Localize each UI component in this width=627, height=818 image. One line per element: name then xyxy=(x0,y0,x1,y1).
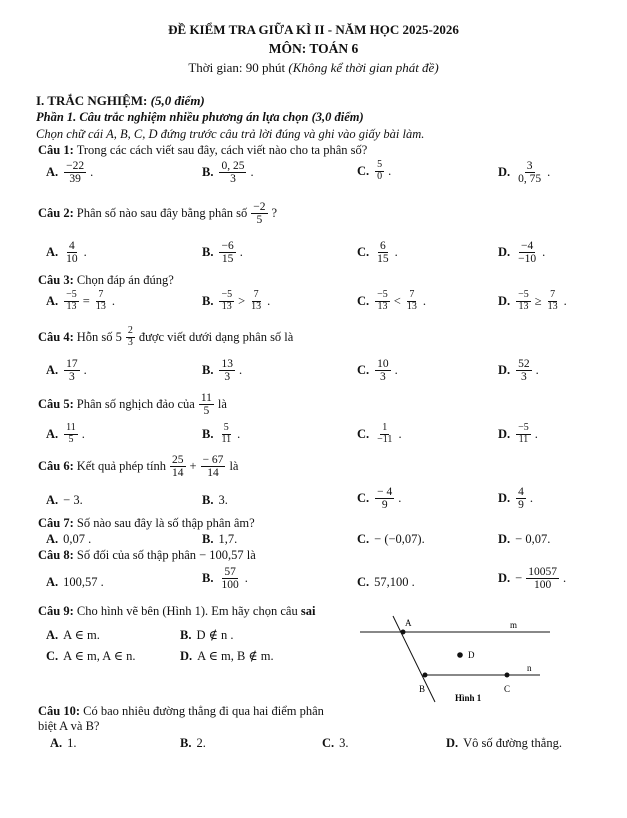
option-label: A. xyxy=(46,363,59,378)
point-a-dot xyxy=(401,630,406,635)
q5-option-a: A. $\frac{11}{5}$ . xyxy=(46,422,85,445)
option-label: D. xyxy=(498,293,511,308)
q6-option-c: C. $\frac{- 4}{9}$ . xyxy=(357,486,402,512)
denominator: 5 xyxy=(68,433,74,445)
question-8 xyxy=(38,548,256,563)
q9-text: Cho hình vẽ bên (Hình 1). Em hãy chọn câu xyxy=(76,604,301,618)
option-label: D. xyxy=(446,736,459,750)
minus-sign: − xyxy=(515,571,523,586)
q6-option-a xyxy=(46,493,83,508)
exam-time xyxy=(0,60,627,76)
q9-option-b xyxy=(180,627,234,643)
numerator: 7 xyxy=(550,289,556,300)
denominator: 3 xyxy=(224,371,231,384)
numerator: 25 xyxy=(172,454,184,466)
option-value: 1. xyxy=(67,736,77,750)
q10-number: Câu 10: xyxy=(38,704,81,718)
option-label: D. xyxy=(498,491,511,506)
q4-option-a: A. $\frac{17}{3}$ . xyxy=(46,358,87,384)
operator: ≥ xyxy=(534,293,542,308)
q6-option-b xyxy=(202,493,228,508)
figure-1-diagram xyxy=(355,612,555,712)
option-label: C. xyxy=(357,245,370,260)
q7-option-b xyxy=(202,532,237,547)
denominator: 14 xyxy=(172,467,184,480)
q5-option-d: D. $\frac{-5}{11}$ . xyxy=(498,422,538,445)
question-7 xyxy=(38,516,255,531)
q1-option-a: A. $\frac{-22}{39}$ . xyxy=(46,160,94,186)
q5-option-b: B. $\frac{5}{11}$ . xyxy=(202,422,241,445)
option-value: A ∈ m, A ∈ n. xyxy=(63,649,136,663)
denominator: 5 xyxy=(256,214,263,227)
q3-number: Câu 3: xyxy=(38,273,74,287)
option-label: C. xyxy=(357,163,370,178)
section-label: I. TRẮC NGHIỆM: xyxy=(36,93,151,108)
q4-option-c: C. $\frac{10}{3}$ . xyxy=(357,358,398,384)
q3-option-b: B. $\frac{-5}{13}$ > $\frac{7}{13}$ . xyxy=(202,289,271,312)
exam-title: ĐỀ KIỂM TRA GIỮA KÌ II - NĂM HỌC 2025-2026 xyxy=(168,22,459,37)
question-9 xyxy=(38,604,315,619)
q8-option-d: D. − $\frac{10057}{100}$ . xyxy=(498,566,567,592)
numerator: 7 xyxy=(409,289,415,300)
q10-option-a xyxy=(50,736,77,751)
denominator: 15 xyxy=(377,253,389,266)
q4-number: Câu 4: xyxy=(38,329,74,344)
q4-text-post: được viết dưới dạng phân số là xyxy=(138,329,294,344)
numerator: 17 xyxy=(66,358,78,370)
point-d-dot xyxy=(457,652,463,658)
section-title xyxy=(36,93,205,109)
time-text: Thời gian: 90 phút xyxy=(188,60,289,75)
numerator: 57 xyxy=(224,566,236,578)
question-5 xyxy=(38,392,227,417)
q3-option-d: D. $\frac{-5}{13}$ ≥ $\frac{7}{13}$ . xyxy=(498,289,567,312)
denominator: 3 xyxy=(521,371,527,384)
option-value: 100,57 . xyxy=(63,575,104,589)
numerator: −6 xyxy=(221,240,234,252)
q2-option-a: A. $\frac{4}{10}$ . xyxy=(46,240,87,266)
q10-text: Có bao nhiêu đường thẳng đi qua hai điểm phân xyxy=(83,704,324,718)
option-value: − (−0,07). xyxy=(374,532,425,546)
numerator: 2 xyxy=(127,325,133,336)
q6-number: Câu 6: xyxy=(38,459,74,474)
option-value: 3. xyxy=(218,493,228,507)
q2-text: Phân số nào sau đây bằng phân số xyxy=(76,206,248,221)
numerator: 6 xyxy=(380,240,386,252)
q6-text-post: là xyxy=(229,459,239,474)
option-label: B. xyxy=(202,532,214,546)
option-value: 0,07 . xyxy=(63,532,92,546)
option-label: B. xyxy=(202,571,214,586)
numerator: 11 xyxy=(66,422,76,433)
option-value: D ∉ n . xyxy=(196,628,234,642)
numerator: −5 xyxy=(518,422,529,433)
numerator: 5 xyxy=(377,159,383,170)
q9-option-c xyxy=(46,648,136,664)
denominator: 0 xyxy=(377,170,383,182)
numerator: −5 xyxy=(221,289,233,300)
option-label: B. xyxy=(202,363,214,378)
q7-text: Số nào sau đây là số thập phân âm? xyxy=(76,516,255,530)
q5-option-c: C. $\frac{1}{-11}$ . xyxy=(357,422,402,445)
denominator: −10 xyxy=(518,253,537,266)
q8-option-b: B. $\frac{57}{100}$ . xyxy=(202,566,248,592)
numerator: −22 xyxy=(66,160,85,172)
numerator: 0, 25 xyxy=(221,160,245,172)
q3-option-c: C. $\frac{-5}{13}$ < $\frac{7}{13}$ . xyxy=(357,289,426,312)
q1-option-d: D. $\frac{3}{0, 75}$ . xyxy=(498,160,551,186)
option-label: D. xyxy=(498,532,511,546)
q3-text: Chọn đáp án đúng? xyxy=(76,273,174,287)
denominator: 3 xyxy=(230,173,236,186)
numerator: 3 xyxy=(526,160,533,172)
q5-number: Câu 5: xyxy=(38,397,74,412)
question-2 xyxy=(38,201,277,226)
q9-number: Câu 9: xyxy=(38,604,74,618)
denominator: 13 xyxy=(547,300,558,312)
q8-number: Câu 8: xyxy=(38,548,74,562)
option-label: B. xyxy=(202,293,214,308)
numerator: −4 xyxy=(521,240,534,252)
option-label: A. xyxy=(46,493,59,507)
q9-option-d xyxy=(180,648,274,664)
time-note: (Không kể thời gian phát đề) xyxy=(288,60,439,75)
option-value: A ∈ m. xyxy=(63,628,100,642)
q2-mark: ? xyxy=(271,206,278,221)
exam-subject: MÔN: TOÁN 6 xyxy=(268,41,359,56)
q3-option-a: A. $\frac{-5}{13}$ = $\frac{7}{13}$ . xyxy=(46,289,115,312)
denominator: 13 xyxy=(95,300,106,312)
option-label: C. xyxy=(46,648,59,663)
denominator: 13 xyxy=(66,300,77,312)
part1-title: Phần 1. Câu trắc nghiệm nhiều phương án lựa chọn (3,0 điểm) xyxy=(36,110,364,124)
denominator: 9 xyxy=(381,499,388,512)
option-label: D. xyxy=(498,165,511,180)
option-label: C. xyxy=(357,426,370,441)
denominator: 13 xyxy=(518,300,529,312)
denominator: 14 xyxy=(207,467,219,480)
q4-text: Hỗn số xyxy=(76,329,113,344)
figure-caption: Hình 1 xyxy=(455,693,482,703)
option-value: 2. xyxy=(196,736,206,750)
option-label: B. xyxy=(180,736,192,750)
option-label: D. xyxy=(498,571,511,586)
option-value: Vô số đường thẳng. xyxy=(463,736,562,750)
numerator: −5 xyxy=(66,289,77,300)
numerator: −2 xyxy=(253,201,266,213)
point-c-label: C xyxy=(504,684,511,694)
numerator: 1 xyxy=(382,422,388,433)
option-label: D. xyxy=(498,245,511,260)
numerator: 5 xyxy=(223,422,229,433)
denominator: 13 xyxy=(221,300,232,312)
denominator: 11 xyxy=(221,433,232,445)
option-label: C. xyxy=(357,575,370,589)
plus-sign: + xyxy=(189,459,197,474)
option-label: C. xyxy=(357,491,370,506)
option-label: C. xyxy=(357,363,370,378)
q8-text: Số đối của số thập phân − 100,57 là xyxy=(76,548,256,562)
denominator: 100 xyxy=(221,579,239,592)
denominator: 10 xyxy=(66,253,78,266)
option-value: 57,100 . xyxy=(374,575,415,589)
q5-text: Phân số nghịch đảo của xyxy=(76,397,195,412)
option-label: A. xyxy=(46,293,59,308)
option-label: B. xyxy=(202,165,214,180)
q10-option-b xyxy=(180,736,206,751)
denominator: 3 xyxy=(69,371,75,384)
denominator: 13 xyxy=(251,300,262,312)
q7-option-c xyxy=(357,532,425,547)
option-label: C. xyxy=(322,736,335,750)
question-3 xyxy=(38,273,174,288)
option-label: A. xyxy=(50,736,63,750)
numerator: 13 xyxy=(221,358,233,370)
numerator: 10 xyxy=(377,358,389,370)
numerator: 7 xyxy=(98,289,104,300)
question-10 xyxy=(38,704,324,719)
denominator: 3 xyxy=(380,371,386,384)
point-d-label: D xyxy=(468,650,475,660)
q2-option-b: B. $\frac{-6}{15}$ . xyxy=(202,240,243,266)
numerator: − 4 xyxy=(377,486,393,498)
option-value: A ∈ m, B ∉ m. xyxy=(197,649,274,663)
option-label: A. xyxy=(46,245,59,260)
option-value: − 3. xyxy=(63,493,83,507)
q10-option-c xyxy=(322,736,349,751)
q4-option-d: D. $\frac{52}{3}$ . xyxy=(498,358,539,384)
instruction: Chọn chữ cái A, B, C, D đứng trước câu trả lời đúng và ghi vào giấy bài làm. xyxy=(36,127,425,141)
q7-option-d xyxy=(498,532,550,547)
q2-option-c: C. $\frac{6}{15}$ . xyxy=(357,240,398,266)
numerator: 7 xyxy=(253,289,259,300)
option-value: 1,7. xyxy=(218,532,238,546)
numerator: 4 xyxy=(69,240,75,252)
q10-option-d xyxy=(446,736,562,751)
question-6 xyxy=(38,454,238,479)
denominator: −11 xyxy=(377,433,393,445)
option-value: − 0,07. xyxy=(515,532,551,546)
operator: < xyxy=(393,293,401,308)
q9-option-a xyxy=(46,627,100,643)
section-points: (5,0 điểm) xyxy=(150,93,205,108)
question-4 xyxy=(38,326,293,348)
q1-number: Câu 1: xyxy=(38,143,74,157)
option-label: A. xyxy=(46,532,59,546)
numerator: 10057 xyxy=(528,566,557,578)
point-b-label: B xyxy=(419,684,426,694)
denominator: 5 xyxy=(203,405,210,418)
q10-text-line2: biệt A và B? xyxy=(38,719,100,733)
option-label: A. xyxy=(46,165,59,180)
q5-text-post: là xyxy=(217,397,227,412)
line-m-label: m xyxy=(510,620,518,630)
numerator: 52 xyxy=(518,358,530,370)
option-label: C. xyxy=(357,293,370,308)
q6-option-d: D. $\frac{4}{9}$ . xyxy=(498,486,534,512)
denominator: 13 xyxy=(377,300,388,312)
denominator: 0, 75 xyxy=(518,173,542,186)
denominator: 39 xyxy=(69,173,81,186)
denominator: 3 xyxy=(127,336,133,348)
q2-number: Câu 2: xyxy=(38,206,74,221)
option-label: B. xyxy=(202,493,214,507)
option-label: C. xyxy=(357,532,370,546)
numerator: −5 xyxy=(518,289,529,300)
option-label: B. xyxy=(202,245,214,260)
option-label: A. xyxy=(46,575,59,589)
point-b-dot xyxy=(423,673,428,678)
denominator: 9 xyxy=(518,499,524,512)
q2-option-d: D. $\frac{-4}{-10}$ . xyxy=(498,240,546,266)
q1-option-c: C. $\frac{5}{0}$ . xyxy=(357,159,392,182)
option-label: D. xyxy=(498,426,511,441)
numerator: 11 xyxy=(200,392,212,404)
option-label: A. xyxy=(46,627,59,642)
question-1 xyxy=(38,143,367,158)
option-value: 3. xyxy=(339,736,349,750)
q6-text: Kết quả phép tính xyxy=(76,459,166,474)
q4-whole: 5 xyxy=(115,329,122,344)
option-label: D. xyxy=(498,363,511,378)
denominator: 15 xyxy=(221,253,234,266)
option-label: B. xyxy=(180,627,192,642)
numerator: − 67 xyxy=(202,454,224,466)
point-c-dot xyxy=(505,673,510,678)
denominator: 11 xyxy=(518,433,529,445)
q8-option-c xyxy=(357,575,415,590)
option-label: A. xyxy=(46,426,59,441)
q1-option-b: B. $\frac{0, 25}{3}$ . xyxy=(202,160,254,186)
option-label: D. xyxy=(180,648,193,663)
numerator: −5 xyxy=(377,289,388,300)
q1-text: Trong các cách viết sau đây, cách viết nào cho ta phân số? xyxy=(76,143,368,157)
line-n-label: n xyxy=(527,663,532,673)
operator: > xyxy=(238,293,246,308)
denominator: 13 xyxy=(406,300,417,312)
q7-option-a xyxy=(46,532,91,547)
q8-option-a xyxy=(46,575,104,590)
q4-option-b: B. $\frac{13}{3}$ . xyxy=(202,358,243,384)
denominator: 100 xyxy=(533,579,552,592)
numerator: 4 xyxy=(518,486,524,498)
line-ab xyxy=(393,616,435,702)
q7-number: Câu 7: xyxy=(38,516,74,530)
point-a-label: A xyxy=(405,618,412,628)
q9-emphasis: sai xyxy=(300,604,316,618)
option-label: B. xyxy=(202,426,214,441)
operator: = xyxy=(82,293,90,308)
